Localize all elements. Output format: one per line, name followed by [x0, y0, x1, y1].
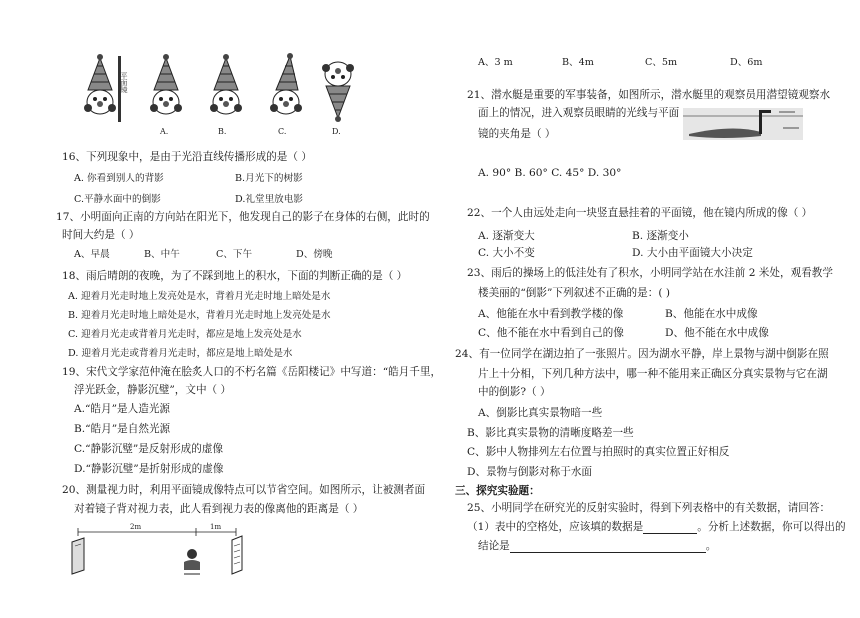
q22-option-d: D. 大小由平面镜大小决定 — [632, 247, 753, 259]
q17-option-c: C、下午 — [216, 249, 253, 260]
q17-option-a: A、早晨 — [74, 249, 110, 260]
q23-option-a: A、他能在水中看到教学楼的像 — [478, 308, 624, 320]
q16-option-c: C.平静水面中的倒影 — [74, 194, 161, 205]
q23-option-c: C、他不能在水中看到自己的像 — [478, 327, 624, 339]
q23-option-d: D、他不能在水中成像 — [665, 327, 769, 339]
q24-option-a: A、倒影比真实景物暗一些 — [478, 407, 603, 419]
q19-option-a: A.“皓月”是人造光源 — [74, 403, 171, 415]
q24-stem-line3: 中的倒影?（ ） — [478, 386, 551, 398]
q24-option-c: C、影中人物排列左右位置与拍照时的真实位置正好相反 — [467, 446, 730, 458]
mirror-label: 平面镜 — [120, 72, 128, 93]
q20-distance-2m: 2m — [130, 523, 142, 531]
q17-stem-line2: 时间大约是（ ） — [62, 229, 140, 241]
q25-conclusion-end: 。 — [705, 540, 717, 552]
q25-blank-1[interactable] — [643, 521, 697, 534]
q22-option-b: B. 逐渐变小 — [632, 230, 689, 242]
q21-options: A. 90° B. 60° C. 45° D. 30° — [478, 167, 622, 179]
q24-option-d: D、景物与倒影对称于水面 — [467, 466, 593, 478]
q22-option-c: C. 大小不变 — [478, 247, 535, 259]
q19-option-c: C.“静影沉璧”是反射形成的虚像 — [74, 443, 224, 455]
q22-stem: 22、一个人由远处走向一块竖直悬挂着的平面镜，他在镜内所成的像（ ） — [467, 207, 813, 219]
q20-option-a: A、3 m — [478, 57, 513, 68]
q15-option-a: A. — [160, 127, 169, 136]
q20-figure — [68, 520, 268, 582]
q25-part1-text-a: （1）表中的空格处，应该填的数据是 — [467, 521, 644, 533]
q25-part1 — [467, 520, 846, 534]
q15-option-d: D. — [332, 127, 341, 136]
q18-option-a: A. 迎着月光走时地上发亮处是水，背着月光走时地上暗处是水 — [68, 291, 331, 302]
q16-option-a: A. 你看到别人的背影 — [74, 173, 164, 184]
q18-stem: 18、雨后晴朗的夜晚，为了不踩到地上的积水，下面的判断正确的是（ ） — [62, 270, 408, 282]
q22-option-a: A. 逐渐变大 — [478, 230, 535, 242]
q21-stem-line2: 面上的情况，进入观察员眼睛的光线与平面 — [478, 107, 680, 119]
q25-conclusion — [478, 539, 716, 553]
person-icon — [184, 549, 200, 574]
q17-option-d: D、傍晚 — [296, 249, 333, 260]
q20-option-b: B、4m — [562, 57, 594, 68]
clown-a-icon — [150, 54, 182, 114]
mirror-icon — [118, 56, 128, 122]
q25-stem: 25、小明同学在研究光的反射实验时，得到下列表格中的有关数据，请回答： — [467, 502, 831, 514]
section-3-heading: 三、探究实验题： — [455, 485, 540, 497]
q24-option-b: B、影比真实景物的清晰度略差一些 — [467, 427, 634, 439]
q15-figure — [80, 52, 370, 144]
q18-option-c: C. 迎着月光走或背着月光走时，都应是地上发亮处是水 — [68, 329, 302, 340]
q23-option-b: B、他能在水中成像 — [665, 308, 758, 320]
q21-submarine-figure — [683, 104, 803, 140]
q20-distance-1m: 1m — [210, 523, 222, 531]
q18-option-d: D. 迎着月光走或背着月光走时，都应是地上暗处是水 — [68, 348, 293, 359]
q25-part1-text-b: 。分析上述数据，你可以得出的 — [697, 521, 846, 533]
q17-stem-line1: 17、小明面向正南的方向站在阳光下，他发现自己的影子在身体的右侧，此时的 — [56, 211, 430, 223]
q15-option-c: C. — [278, 127, 287, 136]
q16-stem: 16、下列现象中，是由于光沿直线传播形成的是（ ） — [62, 151, 312, 163]
q23-stem-line2: 楼美丽的“倒影”下列叙述不正确的是：( ) — [478, 287, 670, 299]
q16-option-d: D.礼堂里放电影 — [235, 194, 303, 205]
q21-stem-line1: 21、潜水艇是重要的军事装备，如图所示，潜水艇里的观察员用潜望镜观察水 — [467, 89, 831, 101]
clown-original-icon — [84, 54, 116, 114]
q20-option-d: D、6m — [730, 57, 763, 68]
q20-stem-line2: 对着镜子背对视力表，此人看到视力表的像离他的距离是（ ） — [74, 503, 364, 515]
q17-option-b: B、中午 — [144, 249, 180, 260]
q23-stem-line1: 23、雨后的操场上的低洼处有了积水，小明同学站在水洼前 2 米处，观看教学 — [467, 267, 833, 279]
q25-conclusion-label: 结论是 — [478, 540, 510, 552]
clown-d-icon — [322, 62, 354, 122]
q20-option-c: C、5m — [645, 57, 678, 68]
q20-stem-line1: 20、测量视力时，利用平面镜成像特点可以节省空间。如图所示，让被测者面 — [62, 484, 426, 496]
mirror-icon — [72, 538, 84, 574]
q21-stem-line3: 镜的夹角是（ ） — [478, 128, 556, 140]
q18-option-b: B. 迎着月光走时地上暗处是水，背着月光走时地上发亮处是水 — [68, 310, 331, 321]
q19-stem-line1: 19、宋代文学家范仲淹在脍炙人口的不朽名篇《岳阳楼记》中写道：“皓月千里， — [62, 366, 442, 378]
q24-stem-line1: 24、有一位同学在湖边拍了一张照片。因为湖水平静，岸上景物与湖中倒影在照 — [455, 348, 829, 360]
q24-stem-line2: 片上十分相，下列几种方法中，哪一种不能用来正确区分真实景物与它在湖 — [478, 368, 828, 380]
q25-blank-2[interactable] — [510, 540, 706, 553]
clown-c-icon — [270, 53, 302, 114]
q19-option-d: D.“静影沉璧”是折射形成的虚像 — [74, 463, 224, 475]
q16-option-b: B.月光下的树影 — [235, 173, 303, 184]
clown-b-icon — [210, 54, 242, 114]
eye-chart-icon — [232, 536, 242, 574]
q19-stem-line2: 浮光跃金，静影沉璧”，文中（ ） — [74, 384, 232, 396]
q19-option-b: B.“皓月”是自然光源 — [74, 423, 171, 435]
q15-option-b: B. — [218, 127, 227, 136]
